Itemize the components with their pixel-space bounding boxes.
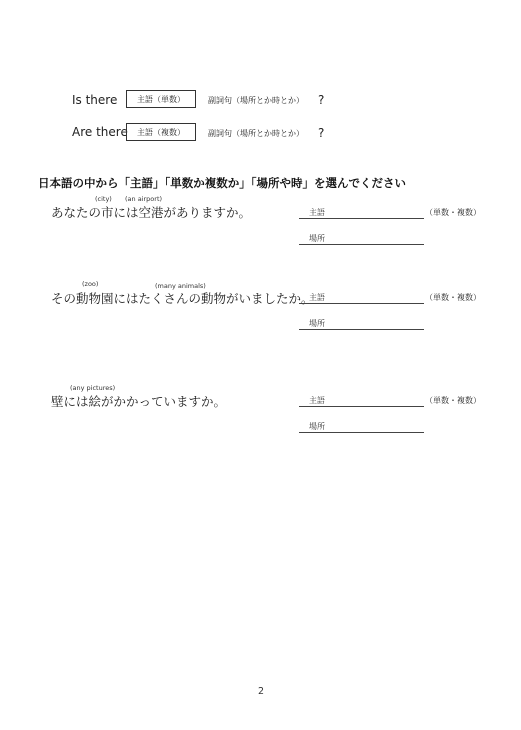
question-2-sentence: その動物園にはたくさんの動物がいましたか。 [51,291,314,306]
hint-zoo: (zoo) [82,280,99,288]
question-1-sentence: あなたの市には空港がありますか。 [51,205,252,220]
q3-subject-label: 主語 [309,396,325,405]
q3-place-answer-line[interactable] [299,432,424,433]
question-mark-1: ? [318,93,325,107]
q3-number-choice: （単数・複数） [425,396,481,405]
subject-plural-box: 主語（複数） [126,123,196,141]
q3-subject-answer-line[interactable] [299,406,424,407]
page-number: 2 [258,686,265,697]
q1-place-label: 場所 [309,234,325,243]
q1-number-choice: （単数・複数） [425,208,481,217]
q2-place-answer-line[interactable] [299,329,424,330]
q1-place-answer-line[interactable] [299,244,424,245]
q2-place-label: 場所 [309,319,325,328]
hint-any-pictures: (any pictures) [70,384,116,392]
hint-an-airport: (an airport) [125,195,163,203]
is-there-label: Is there [72,93,118,107]
adverb-phrase-label-2: 副詞句（場所とか時とか） [208,129,304,138]
q2-subject-label: 主語 [309,293,325,302]
are-there-label: Are there [72,125,128,139]
q1-subject-answer-line[interactable] [299,218,424,219]
question-mark-2: ? [318,126,325,140]
subject-singular-box: 主語（単数） [126,90,196,108]
instruction-heading: 日本語の中から「主語」「単数か複数か」「場所や時」を選んでください [38,176,406,190]
q1-subject-label: 主語 [309,208,325,217]
adverb-phrase-label-1: 副詞句（場所とか時とか） [208,96,304,105]
hint-city: (city) [95,195,112,203]
q2-subject-answer-line[interactable] [299,303,424,304]
q3-place-label: 場所 [309,422,325,431]
hint-many-animals: (many animals) [155,282,206,290]
question-3-sentence: 壁には絵がかかっていますか。 [51,394,227,409]
q2-number-choice: （単数・複数） [425,293,481,302]
